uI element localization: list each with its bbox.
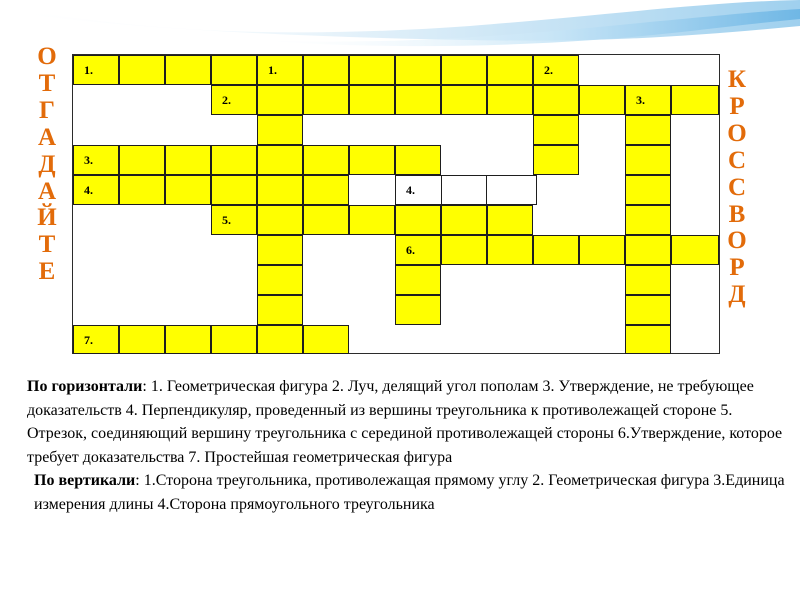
- crossword-cell[interactable]: [303, 205, 349, 235]
- crossword-cell[interactable]: [119, 175, 165, 205]
- crossword-cell[interactable]: 5.: [211, 205, 257, 235]
- title-letter: А: [37, 123, 57, 151]
- crossword-cell[interactable]: [625, 175, 671, 205]
- crossword-cell[interactable]: [303, 325, 349, 354]
- crossword-cell[interactable]: [579, 235, 625, 265]
- crossword-cell[interactable]: 4.: [73, 175, 119, 205]
- crossword-cell[interactable]: [257, 265, 303, 295]
- crossword-cell[interactable]: [303, 145, 349, 175]
- title-letter: Р: [729, 92, 745, 120]
- crossword-cell[interactable]: 2.: [533, 55, 579, 85]
- vertical-clues-text: : 1.Сторона треугольника, противолежащая прямому углу 2. Геометрическая фигура 3.Единица измерения длины 4.Сторона прямоугольного треугольника: [34, 472, 785, 513]
- crossword-cell[interactable]: [349, 205, 395, 235]
- crossword-cell[interactable]: [119, 325, 165, 354]
- vertical-clues: [27, 469, 787, 516]
- crossword-cell[interactable]: [395, 295, 441, 325]
- crossword-cell[interactable]: [211, 55, 257, 85]
- crossword-cell[interactable]: [533, 115, 579, 145]
- crossword-cell[interactable]: [441, 55, 487, 85]
- crossword-cell[interactable]: [533, 235, 579, 265]
- crossword-cell[interactable]: [625, 145, 671, 175]
- crossword-cell[interactable]: [303, 55, 349, 85]
- crossword-cell[interactable]: [487, 235, 533, 265]
- crossword-cell[interactable]: [395, 265, 441, 295]
- crossword-cell[interactable]: [165, 175, 211, 205]
- crossword-cell[interactable]: [487, 85, 533, 115]
- crossword-cell[interactable]: [395, 205, 441, 235]
- title-letter: Г: [39, 96, 55, 124]
- vertical-title-left: [30, 44, 64, 286]
- crossword-cell[interactable]: [119, 55, 165, 85]
- crossword-cell[interactable]: [487, 205, 533, 235]
- crossword-cell[interactable]: [257, 115, 303, 145]
- crossword-cell[interactable]: 7.: [73, 325, 119, 354]
- decorative-blue-wave: [0, 0, 800, 50]
- crossword-cell[interactable]: [257, 235, 303, 265]
- crossword-cell[interactable]: [119, 145, 165, 175]
- crossword-cell[interactable]: [211, 175, 257, 205]
- crossword-cell[interactable]: [533, 145, 579, 175]
- crossword-cell[interactable]: [671, 235, 719, 265]
- title-letter: А: [37, 177, 57, 205]
- crossword-cell[interactable]: [349, 145, 395, 175]
- title-letter: К: [727, 66, 747, 93]
- crossword-cell[interactable]: [441, 205, 487, 235]
- crossword-cell[interactable]: [303, 85, 349, 115]
- crossword-cell[interactable]: [441, 235, 487, 265]
- crossword-cell[interactable]: [625, 235, 671, 265]
- title-letter: С: [727, 173, 747, 201]
- title-letter: С: [727, 146, 747, 174]
- crossword-cell[interactable]: [165, 145, 211, 175]
- crossword-cell[interactable]: [303, 175, 349, 205]
- crossword-cell[interactable]: [257, 205, 303, 235]
- crossword-cell[interactable]: [257, 145, 303, 175]
- crossword-cell[interactable]: [625, 295, 671, 325]
- crossword-grid: [72, 54, 720, 354]
- crossword-cell[interactable]: [257, 85, 303, 115]
- crossword-cell[interactable]: [257, 175, 303, 205]
- crossword-cell[interactable]: [671, 85, 719, 115]
- horizontal-clues-heading: По горизонтали: [27, 378, 143, 395]
- crossword-cell[interactable]: [395, 145, 441, 175]
- title-letter: О: [727, 119, 747, 147]
- crossword-cell[interactable]: [349, 55, 395, 85]
- crossword-cell[interactable]: [211, 145, 257, 175]
- title-letter: Й: [37, 204, 57, 232]
- title-letter: Т: [38, 231, 56, 259]
- horizontal-clues: [27, 375, 787, 469]
- crossword-cell[interactable]: [625, 325, 671, 354]
- vertical-clues-heading: По вертикали: [34, 472, 136, 489]
- crossword-cell[interactable]: [579, 85, 625, 115]
- crossword-cell[interactable]: 2.: [211, 85, 257, 115]
- crossword-cell[interactable]: [257, 295, 303, 325]
- crossword-cell[interactable]: [165, 325, 211, 354]
- horizontal-clues-text: : 1. Геометрическая фигура 2. Луч, делящий угол пополам 3. Утверждение, не требующее доказательств 4. Перпендикуляр, проведенный из вершины треугольника к противолежащей стороне 5. Отрезок, соединяющий вершину треугольника с серединой противолежащей стороны 6.Утверждение, которое требует доказательства 7. Простейшая геометрическая фигура: [27, 378, 783, 466]
- crossword-cell[interactable]: [625, 115, 671, 145]
- title-letter: Т: [38, 69, 56, 97]
- crossword-clues: [27, 375, 787, 516]
- title-letter: Е: [38, 258, 56, 286]
- crossword-cell[interactable]: [165, 55, 211, 85]
- crossword-cell[interactable]: [441, 85, 487, 115]
- crossword-cell[interactable]: [257, 325, 303, 354]
- crossword-cell[interactable]: 1.: [257, 55, 303, 85]
- crossword-cell[interactable]: [395, 85, 441, 115]
- title-letter: О: [37, 43, 57, 70]
- crossword-cell[interactable]: [625, 265, 671, 295]
- crossword-cell[interactable]: [533, 85, 579, 115]
- crossword-cell[interactable]: 1.: [73, 55, 119, 85]
- title-letter: Д: [728, 281, 746, 309]
- crossword-cell[interactable]: 4.: [395, 175, 537, 205]
- title-letter: О: [727, 227, 747, 255]
- crossword-cell[interactable]: [211, 325, 257, 354]
- crossword-cell[interactable]: [349, 85, 395, 115]
- crossword-cell[interactable]: [395, 55, 441, 85]
- vertical-title-right: [720, 67, 754, 309]
- crossword-cell[interactable]: [441, 175, 487, 205]
- crossword-cell[interactable]: 3.: [73, 145, 119, 175]
- title-letter: Р: [729, 254, 745, 282]
- crossword-cell[interactable]: 6.: [395, 235, 441, 265]
- title-letter: Д: [38, 150, 56, 178]
- crossword-cell[interactable]: [487, 55, 533, 85]
- crossword-cell[interactable]: 3.: [625, 85, 671, 115]
- crossword-cell[interactable]: [625, 205, 671, 235]
- title-letter: В: [728, 200, 746, 228]
